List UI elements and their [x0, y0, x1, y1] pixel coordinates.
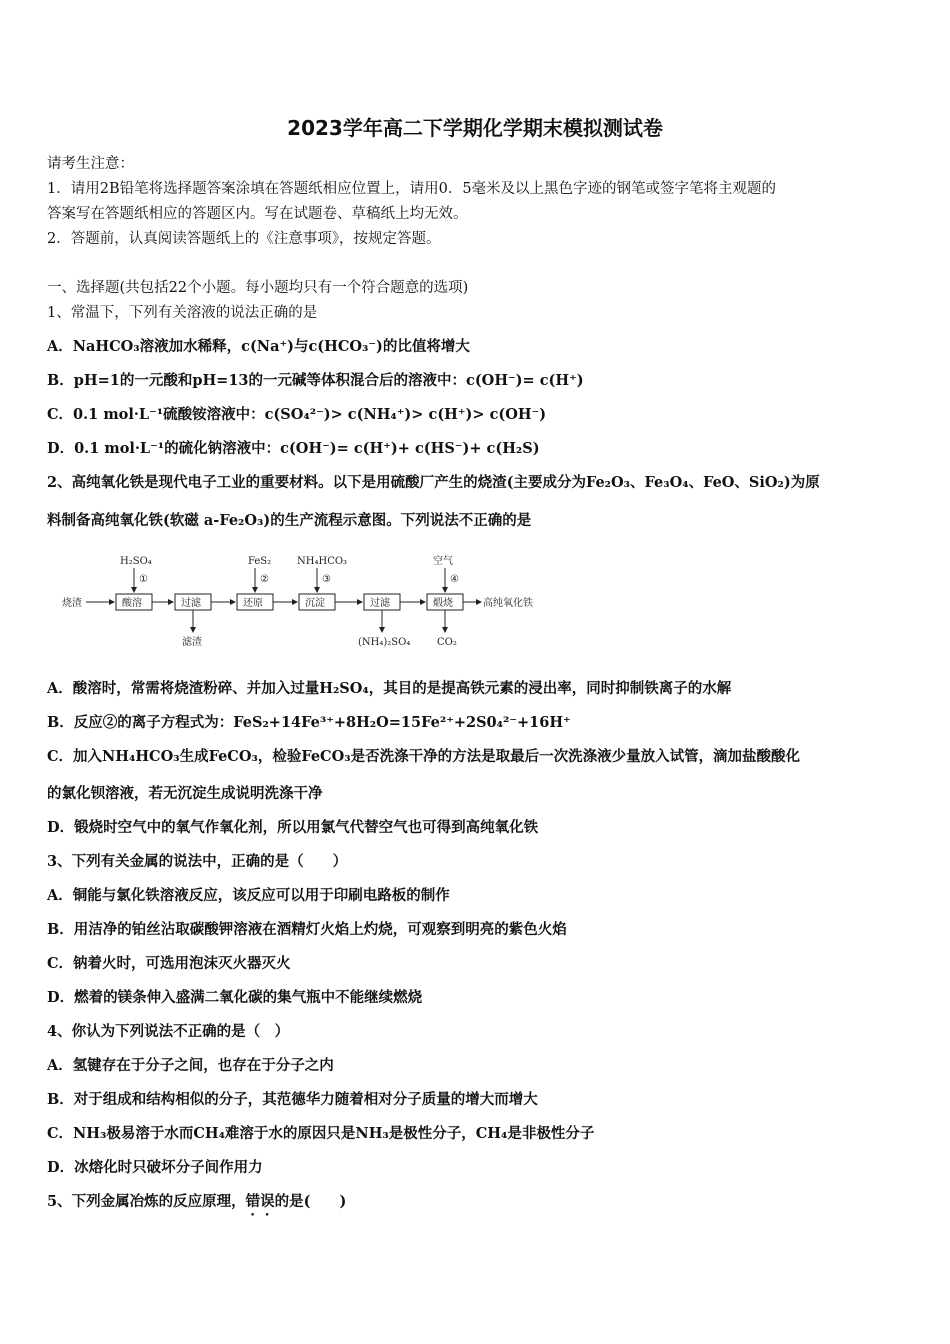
q1-option-d: D．0.1 mol·L⁻¹的硫化钠溶液中：c(OH⁻)= c(H⁺)+ c(HS⁻)+ c(H₂S)	[47, 440, 540, 457]
notice-item-2: 2．答题前，认真阅读答题纸上的《注意事项》，按规定答题。	[47, 231, 441, 247]
q1-option-b: B．pH=1的一元酸和pH=13的一元碱等体积混合后的溶液中：c(OH⁻)= c(H⁺)	[47, 372, 584, 389]
q5-stem-pre: 5、下列金属冶炼的反应原理，	[47, 1193, 246, 1210]
section-heading: 一、选择题(共包括22个小题。每小题均只有一个符合题意的选项)	[47, 280, 469, 296]
flow-input: 烧渣	[62, 598, 82, 609]
circle-4: ④	[450, 574, 459, 585]
q2-option-c-a: C．加入NH₄HCO₃生成FeCO₃，检验FeCO₃是否洗涤干净的方法是取最后一次洗涤液少量放入试管，滴加盐酸酸化	[47, 748, 801, 765]
q3-option-b: B．用洁净的铂丝沾取碳酸钾溶液在酒精灯火焰上灼烧，可观察到明亮的紫色火焰	[47, 921, 567, 938]
reagent-3: NH₄HCO₃	[297, 556, 348, 567]
q4-option-d: D．冰熔化时只破坏分子间作用力	[47, 1159, 263, 1176]
flow-step-6: 煅烧	[433, 598, 453, 609]
circle-1: ①	[139, 574, 148, 585]
q3-stem: 3、下列有关金属的说法中，正确的是（ ）	[47, 853, 348, 870]
notice-item-1b: 答案写在答题纸相应的答题区内。写在试题卷、草稿纸上均无效。	[47, 206, 468, 222]
q2-option-c-b: 的氯化钡溶液，若无沉淀生成说明洗涤干净	[47, 785, 323, 802]
q2-stem-a: 2、高纯氧化铁是现代电子工业的重要材料。以下是用硫酸厂产生的烧渣(主要成分为Fe₂O₃、Fe₃O₄、FeO、SiO₂)为原	[47, 474, 820, 491]
q5-stem-emphasis: 错误	[245, 1193, 275, 1210]
circle-3: ③	[322, 574, 331, 585]
q2-stem-b: 料制备高纯氧化铁(软磁 a-Fe₂O₃)的生产流程示意图。下列说法不正确的是	[47, 512, 532, 529]
flow-step-5: 过滤	[370, 598, 390, 609]
q5-stem-post: 的是( )	[274, 1193, 347, 1210]
q3-option-c: C．钠着火时，可选用泡沫灭火器灭火	[47, 955, 291, 972]
notice-item-1a: 1．请用2B铅笔将选择题答案涂填在答题纸相应位置上，请用0．5毫米及以上黑色字迹的钢笔或签字笔将主观题的	[47, 181, 777, 197]
flow-product: 高纯氧化铁	[483, 598, 533, 609]
reagent-2: FeS₂	[248, 556, 272, 567]
q4-stem: 4、你认为下列说法不正确的是（ ）	[47, 1023, 290, 1040]
q2-option-a: A．酸溶时，常需将烧渣粉碎、并加入过量H₂SO₄，其目的是提高铁元素的浸出率，同时抑制铁离子的水解	[47, 680, 732, 697]
circle-2: ②	[260, 574, 269, 585]
q4-option-b: B．对于组成和结构相似的分子，其范德华力随着相对分子质量的增大而增大	[47, 1091, 538, 1108]
q4-option-c: C．NH₃极易溶于水而CH₄难溶于水的原因只是NH₃是极性分子，CH₄是非极性分子	[47, 1125, 595, 1142]
reagent-4: 空气	[433, 556, 453, 567]
q5-stem	[47, 1190, 346, 1219]
q2-option-d: D．锻烧时空气中的氧气作氧化剂，所以用氯气代替空气也可得到高纯氧化铁	[47, 819, 539, 836]
q3-option-d: D．燃着的镁条伸入盛满二氧化碳的集气瓶中不能继续燃烧	[47, 989, 423, 1006]
q1-option-c: C．0.1 mol·L⁻¹硫酸铵溶液中：c(SO₄²⁻)> c(NH₄⁺)> c(H⁺)> c(OH⁻)	[47, 406, 547, 423]
output-2: (NH₄)₂SO₄	[358, 637, 411, 648]
output-1: 滤渣	[182, 637, 202, 648]
q3-option-a: A．铜能与氯化铁溶液反应，该反应可以用于印刷电路板的制作	[47, 887, 450, 904]
flow-step-1: 酸溶	[122, 598, 142, 609]
process-flow-diagram	[60, 550, 560, 660]
q4-option-a: A．氢键存在于分子之间，也存在于分子之内	[47, 1057, 334, 1074]
flow-step-4: 沉淀	[305, 598, 325, 609]
flow-step-3: 还原	[243, 598, 263, 609]
output-3: CO₂	[437, 637, 457, 648]
q1-option-a: A．NaHCO₃溶液加水稀释，c(Na⁺)与c(HCO₃⁻)的比值将增大	[47, 338, 470, 355]
notice-heading: 请考生注意：	[47, 156, 134, 172]
reagent-1: H₂SO₄	[120, 556, 152, 567]
page-title: 2023学年高二下学期化学期末模拟测试卷	[287, 116, 663, 140]
q2-option-b: B．反应②的离子方程式为：FeS₂+14Fe³⁺+8H₂O=15Fe²⁺+2S0₄²⁻+16H⁺	[47, 714, 571, 731]
flow-step-2: 过滤	[181, 598, 201, 609]
q1-stem: 1、常温下，下列有关溶液的说法正确的是	[47, 305, 318, 321]
